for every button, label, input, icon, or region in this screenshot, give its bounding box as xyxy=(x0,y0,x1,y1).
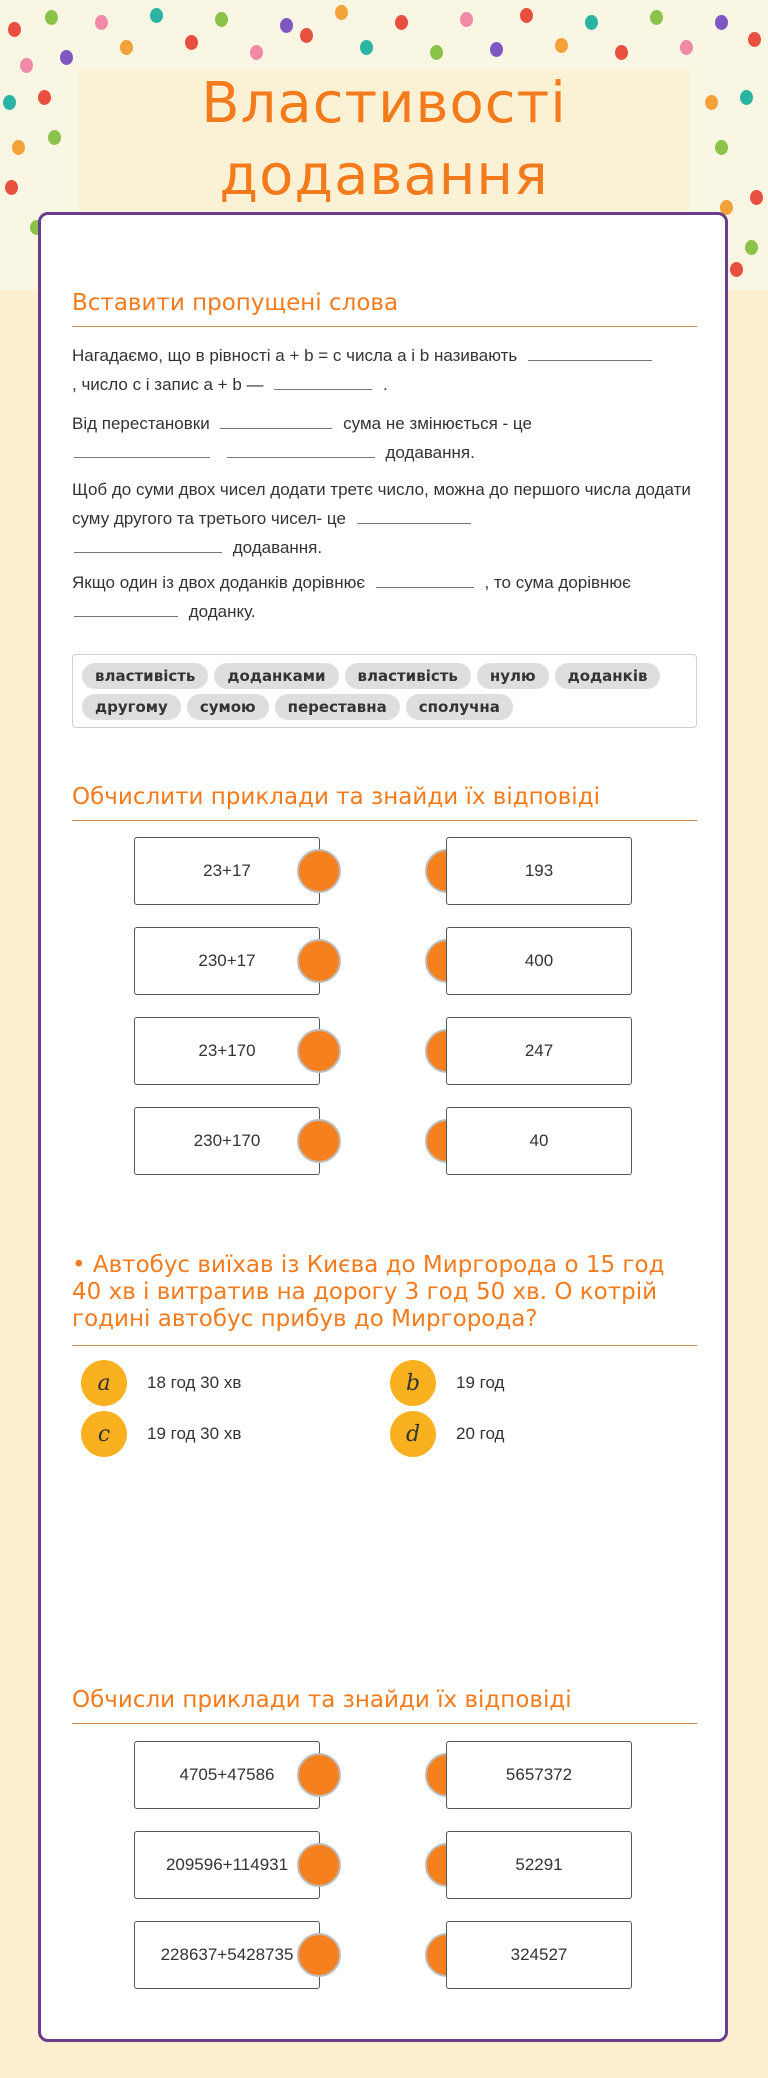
word-chip[interactable]: властивість xyxy=(345,663,471,689)
word-chip[interactable]: властивість xyxy=(82,663,208,689)
blank-input[interactable] xyxy=(74,536,222,553)
word-chip[interactable]: нулю xyxy=(477,663,549,689)
match-left-item: 4705+47586 xyxy=(134,1741,320,1809)
connector-knob[interactable] xyxy=(297,1119,341,1163)
word-chip[interactable]: доданків xyxy=(555,663,661,689)
paragraph-4 xyxy=(72,568,697,626)
word-chip[interactable]: сполучна xyxy=(406,694,513,720)
match-right-item: 400 xyxy=(446,927,632,995)
connector-knob[interactable] xyxy=(297,849,341,893)
blank-input[interactable] xyxy=(376,571,474,588)
connector-knob[interactable] xyxy=(297,1933,341,1977)
text: сума не змінюється - це xyxy=(343,414,532,433)
connector-knob[interactable] xyxy=(297,1029,341,1073)
option-letter-b[interactable]: b xyxy=(390,1360,436,1406)
text: Нагадаємо, що в рівності a + b = c числа a і b називають xyxy=(72,346,518,365)
word-bank xyxy=(72,654,697,728)
match-left-item: 23+170 xyxy=(134,1017,320,1085)
paragraph-2 xyxy=(72,409,697,467)
match-left-item: 23+17 xyxy=(134,837,320,905)
connector-knob[interactable] xyxy=(297,1843,341,1887)
paragraph-3 xyxy=(72,475,697,562)
word-chip[interactable]: доданками xyxy=(214,663,338,689)
word-chip[interactable]: переставна xyxy=(275,694,400,720)
option-text[interactable]: 18 год 30 хв xyxy=(147,1373,242,1392)
option-letter-a[interactable]: a xyxy=(81,1360,127,1406)
match-left-item: 228637+5428735 xyxy=(134,1921,320,1989)
text: додавання. xyxy=(232,538,323,557)
text: Якщо один із двох доданків дорівнює xyxy=(72,573,366,592)
connector-knob[interactable] xyxy=(297,1753,341,1797)
text: Від перестановки xyxy=(72,414,210,433)
text: , число c і запис a + b — xyxy=(72,375,264,394)
text: додавання. xyxy=(385,443,475,462)
text: Щоб до суми двох чисел додати третє число, можна до першого числа додати суму другого та третього чисел- це xyxy=(72,480,691,528)
blank-input[interactable] xyxy=(220,412,332,429)
blank-input[interactable] xyxy=(74,600,178,617)
blank-input[interactable] xyxy=(74,441,210,458)
match-right-item: 247 xyxy=(446,1017,632,1085)
question-text: • Автобус виїхав із Києва до Миргорода о 15 год 40 хв і витратив на дорогу 3 год 50 хв. О котрій годині автобус прибув до Миргорода? xyxy=(72,1252,697,1346)
connector-knob[interactable] xyxy=(297,939,341,983)
blank-input[interactable] xyxy=(528,344,652,361)
match-left-item: 209596+114931 xyxy=(134,1831,320,1899)
page-title: Властивості додавання xyxy=(201,71,567,208)
match-left-item: 230+170 xyxy=(134,1107,320,1175)
option-text[interactable]: 19 год xyxy=(456,1373,505,1392)
match-right-item: 52291 xyxy=(446,1831,632,1899)
match-right-item: 40 xyxy=(446,1107,632,1175)
text: . xyxy=(382,375,388,394)
section-heading-fill-blanks: Вставити пропущені слова xyxy=(72,290,697,327)
text: доданку. xyxy=(188,602,256,621)
blank-input[interactable] xyxy=(227,441,375,458)
section-heading-match-1: Обчислити приклади та знайди їх відповіді xyxy=(72,784,697,821)
match-right-item: 193 xyxy=(446,837,632,905)
option-text[interactable]: 20 год xyxy=(456,1424,505,1443)
match-right-item: 5657372 xyxy=(446,1741,632,1809)
option-text[interactable]: 19 год 30 хв xyxy=(147,1424,242,1443)
option-letter-c[interactable]: c xyxy=(81,1411,127,1457)
text: , то сума дорівнює xyxy=(484,573,631,592)
paragraph-1 xyxy=(72,341,697,399)
match-left-item: 230+17 xyxy=(134,927,320,995)
match-right-item: 324527 xyxy=(446,1921,632,1989)
blank-input[interactable] xyxy=(357,507,471,524)
option-letter-d[interactable]: d xyxy=(390,1411,436,1457)
word-chip[interactable]: сумою xyxy=(187,694,269,720)
word-chip[interactable]: другому xyxy=(82,694,181,720)
blank-input[interactable] xyxy=(274,373,372,390)
section-heading-match-2: Обчисли приклади та знайди їх відповіді xyxy=(72,1687,697,1724)
